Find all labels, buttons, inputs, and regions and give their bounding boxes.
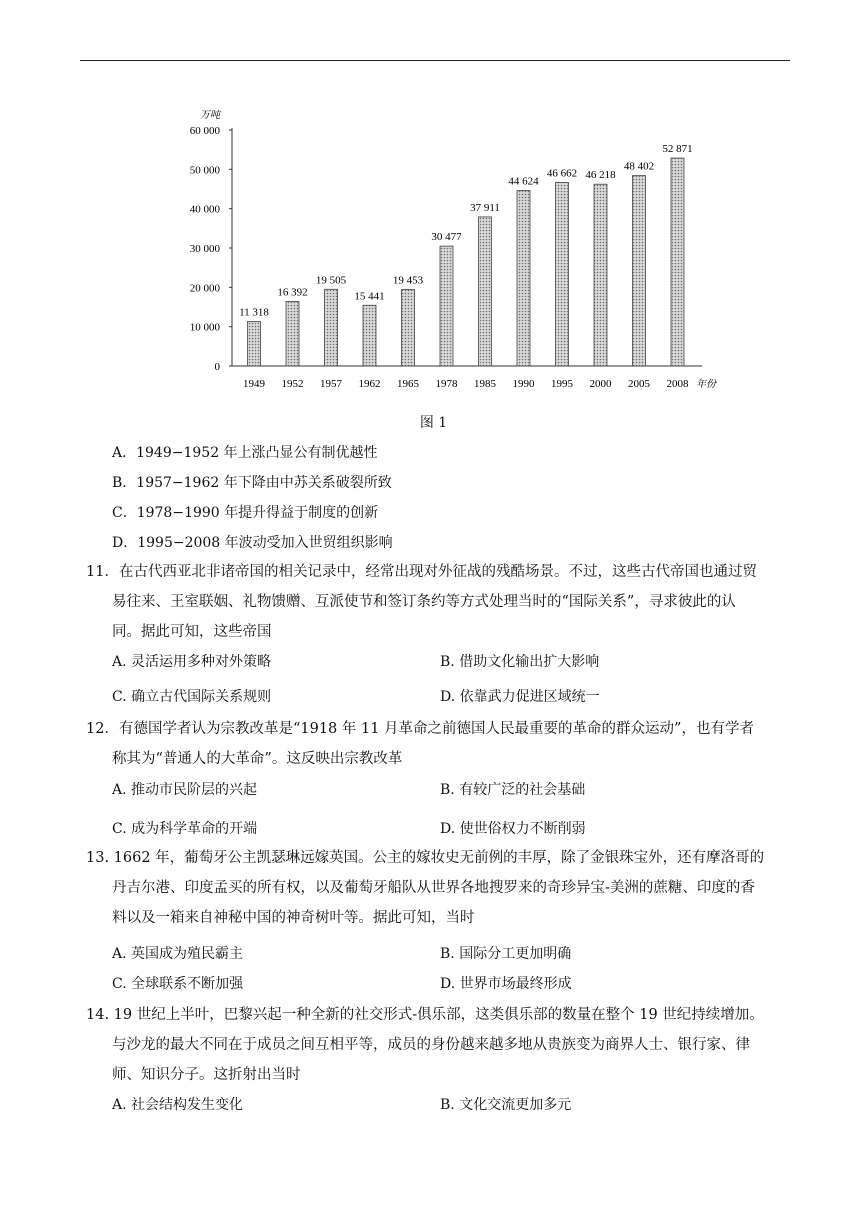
y-tick-label: 50 000 [189, 164, 220, 177]
bar-value-label: 37 911 [470, 201, 500, 214]
bar [517, 190, 530, 366]
y-tick-label: 10 000 [189, 321, 220, 334]
y-tick-label: 40 000 [189, 203, 220, 216]
bar-value-label: 16 392 [277, 286, 308, 299]
header-rule [80, 60, 790, 61]
x-tick-label: 1985 [474, 378, 496, 390]
x-tick-label: 2008 [666, 378, 689, 390]
q12-option-b: B. 有较广泛的社会基础 [440, 782, 586, 798]
q12-stem-line-2: 称其为“普通人的大革命”。这反映出宗教改革 [112, 751, 403, 767]
q11-option-d: D. 依靠武力促进区域统一 [440, 689, 600, 705]
bar-value-label: 48 402 [623, 160, 655, 173]
q13-option-d: D. 世界市场最终形成 [440, 976, 572, 992]
bar-value-label: 15 441 [354, 290, 385, 303]
y-tick-label: 60 000 [189, 125, 220, 137]
figure-caption: 图 1 [419, 415, 448, 431]
q10-option-b: B．1957−1962 年下降由中苏关系破裂所致 [112, 475, 392, 491]
q13-stem-line-3: 料以及一箱来自神秘中国的神奇树叶等。据此可知，当时 [112, 910, 475, 926]
y-tick-label: 30 000 [189, 243, 220, 255]
bar-value-label: 44 624 [508, 175, 539, 188]
x-unit-label: 年份 [696, 379, 716, 390]
x-tick-label: 1952 [281, 378, 304, 390]
q11-option-c: C. 确立古代国际关系规则 [112, 689, 272, 705]
bar-value-label: 46 662 [546, 167, 578, 180]
q11-stem-line-3: 同。据此可知，这些帝国 [112, 624, 272, 640]
q11-stem-line-1: 11．在古代西亚北非诸帝国的相关记录中，经常出现对外征战的残酷场景。不过，这些古代帝国也通过贸 [86, 564, 757, 580]
q13-option-a: A. 英国成为殖民霸主 [112, 946, 244, 962]
bar [671, 158, 684, 366]
y-tick-label: 20 000 [189, 282, 220, 295]
bar-value-label: 19 505 [315, 274, 347, 287]
bar [286, 302, 299, 366]
q11-stem-line-2: 易往来、王室联姻、礼物馈赠、互派使节和签订条约等方式处理当时的“国际关系”，寻求彼此的认 [112, 594, 736, 610]
bar [556, 182, 569, 366]
x-tick-label: 1949 [243, 378, 265, 390]
x-tick-label: 1957 [320, 378, 342, 390]
q12-option-c: C. 成为科学革命的开端 [112, 821, 258, 837]
bar [325, 289, 338, 366]
x-tick-label: 1978 [435, 378, 458, 390]
x-tick-label: 1990 [512, 378, 535, 390]
bar-chart [170, 100, 716, 400]
bar-value-label: 30 477 [431, 231, 462, 244]
q14-option-a: A. 社会结构发生变化 [112, 1097, 244, 1113]
y-tick-label: 0 [214, 361, 220, 373]
bar-value-label: 11 318 [239, 306, 269, 319]
bar [248, 321, 261, 366]
bar [594, 184, 607, 366]
q13-stem-line-1: 13. 1662 年，葡萄牙公主凯瑟琳远嫁英国。公主的嫁妆史无前例的丰厚，除了金银珠宝外，还有摩洛哥的 [86, 850, 765, 866]
bar-value-label: 19 453 [392, 274, 424, 287]
x-tick-label: 1995 [551, 378, 573, 390]
bar-value-label: 52 871 [662, 143, 693, 156]
bar [440, 246, 453, 366]
bar [479, 217, 492, 366]
bar-value-label: 46 218 [585, 169, 616, 182]
q13-option-c: C. 全球联系不断加强 [112, 976, 244, 992]
y-unit-label: 万吨 [200, 110, 220, 121]
q14-option-b: B. 文化交流更加多元 [440, 1097, 572, 1113]
q12-stem-line-1: 12．有德国学者认为宗教改革是“1918 年 11 月革命之前德国人民最重要的革命的群众运动”，也有学者 [86, 721, 754, 737]
x-tick-label: 1962 [358, 378, 381, 390]
q13-option-b: B. 国际分工更加明确 [440, 946, 572, 962]
q10-option-a: A．1949−1952 年上涨凸显公有制优越性 [112, 445, 378, 461]
bar [402, 289, 415, 366]
q12-option-d: D. 使世俗权力不断削弱 [440, 821, 586, 837]
bar [633, 176, 646, 366]
x-tick-label: 2000 [589, 378, 612, 390]
q11-option-b: B. 借助文化输出扩大影响 [440, 654, 600, 670]
q14-stem-line-3: 师、知识分子。这折射出当时 [112, 1067, 301, 1083]
q10-option-d: D．1995−2008 年波动受加入世贸组织影响 [112, 535, 393, 551]
q11-option-a: A. 灵活运用多种对外策略 [112, 654, 272, 670]
q14-stem-line-1: 14. 19 世纪上半叶，巴黎兴起一种全新的社交形式-俱乐部，这类俱乐部的数量在整个 19 世纪持续增加。 [86, 1007, 764, 1023]
q10-option-c: C．1978−1990 年提升得益于制度的创新 [112, 505, 379, 521]
x-tick-label: 1965 [397, 378, 419, 390]
q14-stem-line-2: 与沙龙的最大不同在于成员之间互相平等，成员的身份越来越多地从贵族变为商界人士、银行家、律 [112, 1037, 750, 1053]
q13-stem-line-2: 丹吉尔港、印度孟买的所有权，以及葡萄牙船队从世界各地搜罗来的奇珍异宝-美洲的蔗糖、印度的香 [112, 880, 755, 896]
x-tick-label: 2005 [628, 378, 650, 390]
bar [363, 305, 376, 366]
q12-option-a: A. 推动市民阶层的兴起 [112, 782, 258, 798]
